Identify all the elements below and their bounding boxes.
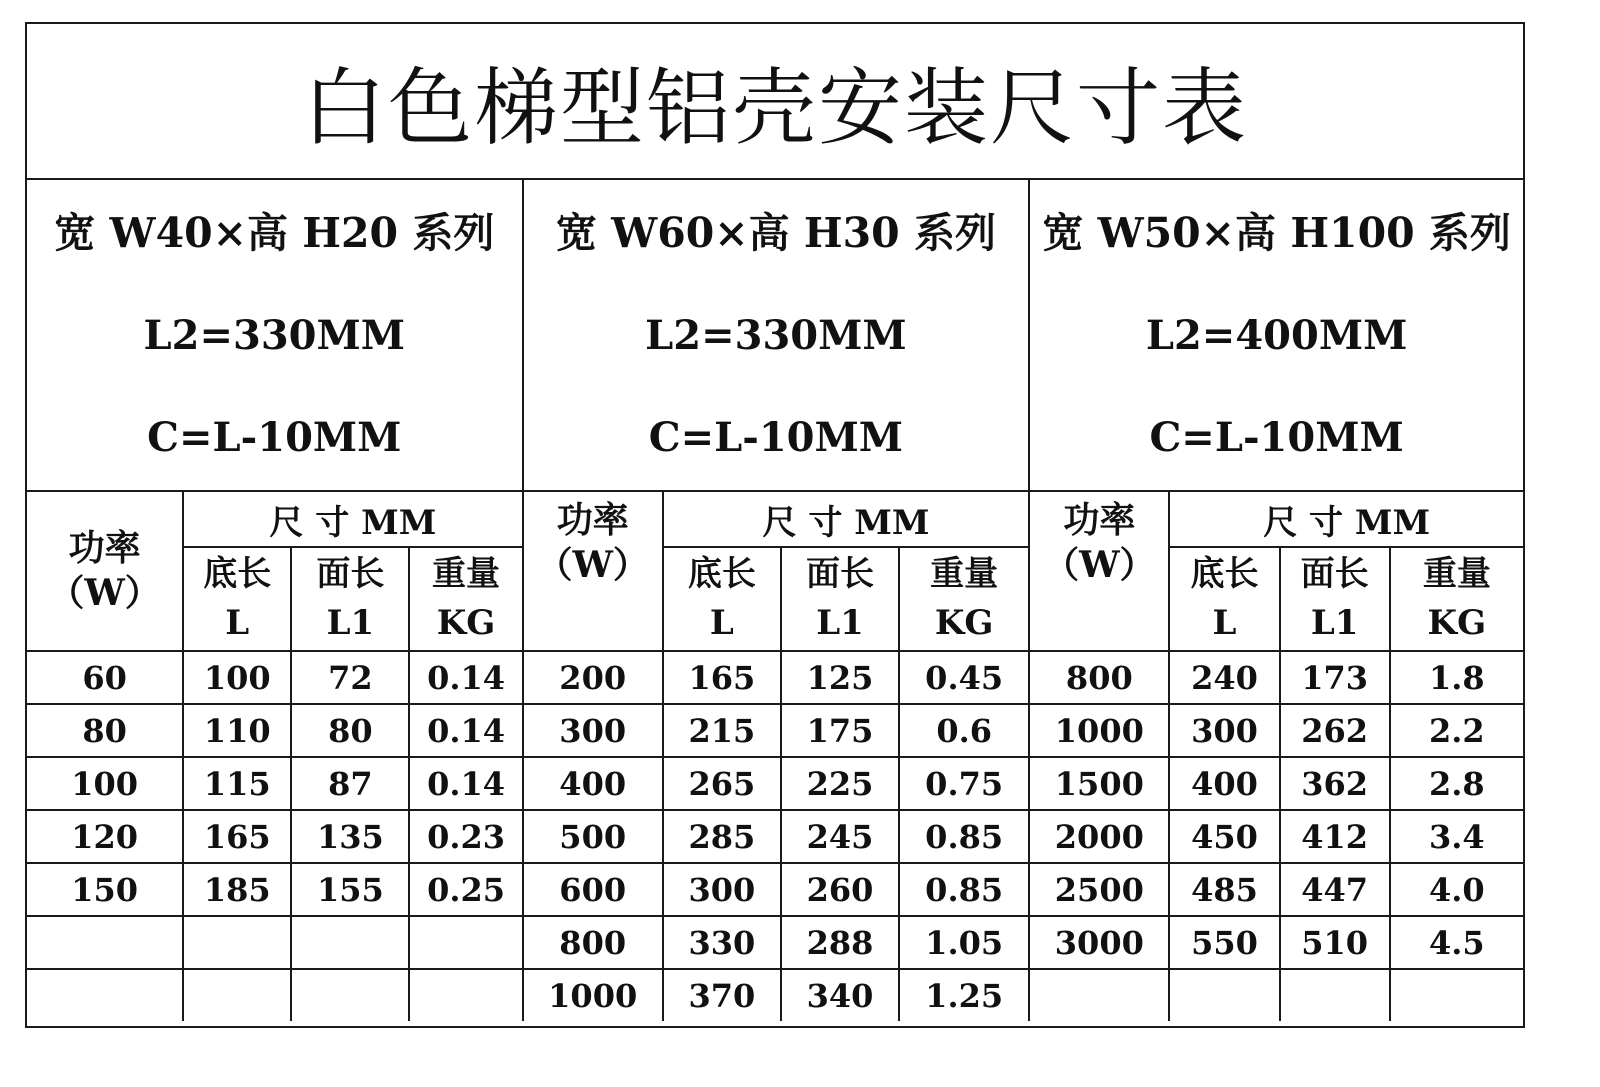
base-length-cell (183, 969, 291, 1021)
power-cell (1029, 969, 1169, 1021)
weight-cell: 0.25 (409, 863, 522, 916)
power-header-2 (523, 491, 663, 651)
weight-cell: 0.75 (899, 757, 1029, 810)
power-header-3 (1029, 491, 1169, 651)
weight-code: KG (934, 603, 994, 643)
face-length-cell: 72 (291, 651, 409, 704)
weight-cell: 0.14 (409, 757, 522, 810)
base-length-label: 底长 (687, 553, 756, 594)
face-length-cell: 412 (1280, 810, 1390, 863)
weight-code: KG (436, 603, 496, 643)
series-l2: L2=330MM (645, 311, 907, 359)
table-row (27, 916, 1523, 969)
face-length-code: L1 (816, 603, 864, 643)
table-row (27, 863, 1523, 916)
power-unit: （W） (1043, 544, 1156, 586)
face-length-cell: 262 (1280, 704, 1390, 757)
size-header-3: 尺 寸 MM (1169, 491, 1523, 547)
power-cell: 3000 (1029, 916, 1169, 969)
table-row (27, 810, 1523, 863)
power-cell: 600 (523, 863, 663, 916)
power-cell: 500 (523, 810, 663, 863)
series-name: 宽 W60×高 H30 系列 (555, 208, 996, 257)
base-length-cell: 215 (663, 704, 781, 757)
face-length-cell: 135 (291, 810, 409, 863)
face-length-label: 面长 (805, 553, 874, 594)
power-unit: （W） (536, 544, 649, 586)
face-length-cell: 87 (291, 757, 409, 810)
base-length-code: L (709, 603, 734, 643)
base-length-cell: 165 (663, 651, 781, 704)
column-header-row-2 (27, 547, 1523, 651)
face-length-cell (291, 916, 409, 969)
power-label: 功率 (68, 527, 141, 569)
base-length-cell: 265 (663, 757, 781, 810)
power-cell: 200 (523, 651, 663, 704)
weight-cell: 2.2 (1390, 704, 1523, 757)
power-cell: 300 (523, 704, 663, 757)
face-length-cell: 80 (291, 704, 409, 757)
weight-label: 重量 (930, 553, 999, 594)
weight-cell: 0.85 (899, 810, 1029, 863)
weight-cell: 1.25 (899, 969, 1029, 1021)
weight-cell: 2.8 (1390, 757, 1523, 810)
weight-cell: 1.05 (899, 916, 1029, 969)
base-length-cell (1169, 969, 1279, 1021)
face-length-cell (1280, 969, 1390, 1021)
weight-cell: 1.8 (1390, 651, 1523, 704)
series-header-1 (27, 180, 523, 491)
weight-cell: 0.23 (409, 810, 522, 863)
power-cell: 2000 (1029, 810, 1169, 863)
face-length-code: L1 (1310, 603, 1359, 643)
face-length-cell: 447 (1280, 863, 1390, 916)
base-length-cell: 110 (183, 704, 291, 757)
table-row (27, 969, 1523, 1021)
weight-header (1390, 547, 1523, 651)
table-row (27, 757, 1523, 810)
face-length-cell: 288 (781, 916, 899, 969)
power-cell (27, 916, 183, 969)
weight-label: 重量 (1422, 553, 1491, 594)
series-name: 宽 W40×高 H20 系列 (54, 208, 495, 257)
size-table (27, 180, 1523, 1021)
face-length-label: 面长 (316, 553, 385, 594)
power-label: 功率 (556, 499, 629, 541)
weight-header (409, 547, 522, 651)
power-header-1 (27, 491, 183, 651)
power-cell: 80 (27, 704, 183, 757)
column-header-row-1 (27, 491, 1523, 547)
power-cell: 100 (27, 757, 183, 810)
weight-header (899, 547, 1029, 651)
power-cell: 800 (523, 916, 663, 969)
size-header-2: 尺 寸 MM (663, 491, 1029, 547)
weight-cell: 3.4 (1390, 810, 1523, 863)
face-length-code: L1 (326, 603, 375, 643)
power-cell: 120 (27, 810, 183, 863)
face-length-header (1280, 547, 1390, 651)
series-header-2 (523, 180, 1030, 491)
face-length-header (291, 547, 409, 651)
base-length-cell: 450 (1169, 810, 1279, 863)
page-title: 白色梯型铝壳安装尺寸表 (27, 24, 1523, 180)
table-row (27, 651, 1523, 704)
face-length-cell: 260 (781, 863, 899, 916)
size-header-1: 尺 寸 MM (183, 491, 522, 547)
weight-cell: 0.14 (409, 704, 522, 757)
power-label: 功率 (1063, 499, 1136, 541)
series-c: C=L-10MM (147, 413, 402, 461)
base-length-header (663, 547, 781, 651)
face-length-label: 面长 (1300, 553, 1369, 594)
weight-cell: 4.5 (1390, 916, 1523, 969)
face-length-cell: 155 (291, 863, 409, 916)
table-row (27, 704, 1523, 757)
base-length-cell: 185 (183, 863, 291, 916)
face-length-cell: 225 (781, 757, 899, 810)
weight-cell (1390, 969, 1523, 1021)
series-l2: L2=330MM (143, 311, 406, 359)
weight-cell: 4.0 (1390, 863, 1523, 916)
face-length-cell (291, 969, 409, 1021)
face-length-cell: 125 (781, 651, 899, 704)
base-length-cell: 550 (1169, 916, 1279, 969)
face-length-cell: 362 (1280, 757, 1390, 810)
base-length-code: L (225, 603, 250, 643)
base-length-cell: 370 (663, 969, 781, 1021)
weight-cell: 0.6 (899, 704, 1029, 757)
base-length-code: L (1212, 603, 1237, 643)
face-length-cell: 173 (1280, 651, 1390, 704)
weight-cell: 0.85 (899, 863, 1029, 916)
base-length-cell: 165 (183, 810, 291, 863)
base-length-cell: 100 (183, 651, 291, 704)
base-length-cell: 300 (663, 863, 781, 916)
weight-cell (409, 916, 522, 969)
face-length-header (781, 547, 899, 651)
base-length-header (183, 547, 291, 651)
series-c: C=L-10MM (1149, 413, 1404, 461)
power-cell: 60 (27, 651, 183, 704)
series-header-row (27, 180, 1523, 491)
size-table-sheet (25, 22, 1525, 1028)
base-length-cell: 285 (663, 810, 781, 863)
base-length-cell: 330 (663, 916, 781, 969)
power-cell: 150 (27, 863, 183, 916)
power-cell: 1000 (523, 969, 663, 1021)
base-length-header (1169, 547, 1279, 651)
series-name: 宽 W50×高 H100 系列 (1042, 208, 1511, 257)
base-length-label: 底长 (1190, 553, 1259, 594)
power-cell: 1500 (1029, 757, 1169, 810)
face-length-cell: 510 (1280, 916, 1390, 969)
power-cell: 400 (523, 757, 663, 810)
weight-label: 重量 (432, 553, 501, 594)
base-length-cell: 115 (183, 757, 291, 810)
base-length-cell: 400 (1169, 757, 1279, 810)
base-length-cell: 485 (1169, 863, 1279, 916)
power-cell: 1000 (1029, 704, 1169, 757)
weight-code: KG (1427, 603, 1487, 643)
face-length-cell: 245 (781, 810, 899, 863)
base-length-cell: 240 (1169, 651, 1279, 704)
weight-cell: 0.14 (409, 651, 522, 704)
weight-cell (409, 969, 522, 1021)
face-length-cell: 175 (781, 704, 899, 757)
power-unit: （W） (48, 572, 161, 614)
power-cell (27, 969, 183, 1021)
power-cell: 2500 (1029, 863, 1169, 916)
series-c: C=L-10MM (648, 413, 904, 461)
face-length-cell: 340 (781, 969, 899, 1021)
power-cell: 800 (1029, 651, 1169, 704)
base-length-label: 底长 (203, 553, 272, 594)
series-header-3 (1029, 180, 1523, 491)
base-length-cell: 300 (1169, 704, 1279, 757)
weight-cell: 0.45 (899, 651, 1029, 704)
base-length-cell (183, 916, 291, 969)
series-l2: L2=400MM (1145, 311, 1408, 359)
